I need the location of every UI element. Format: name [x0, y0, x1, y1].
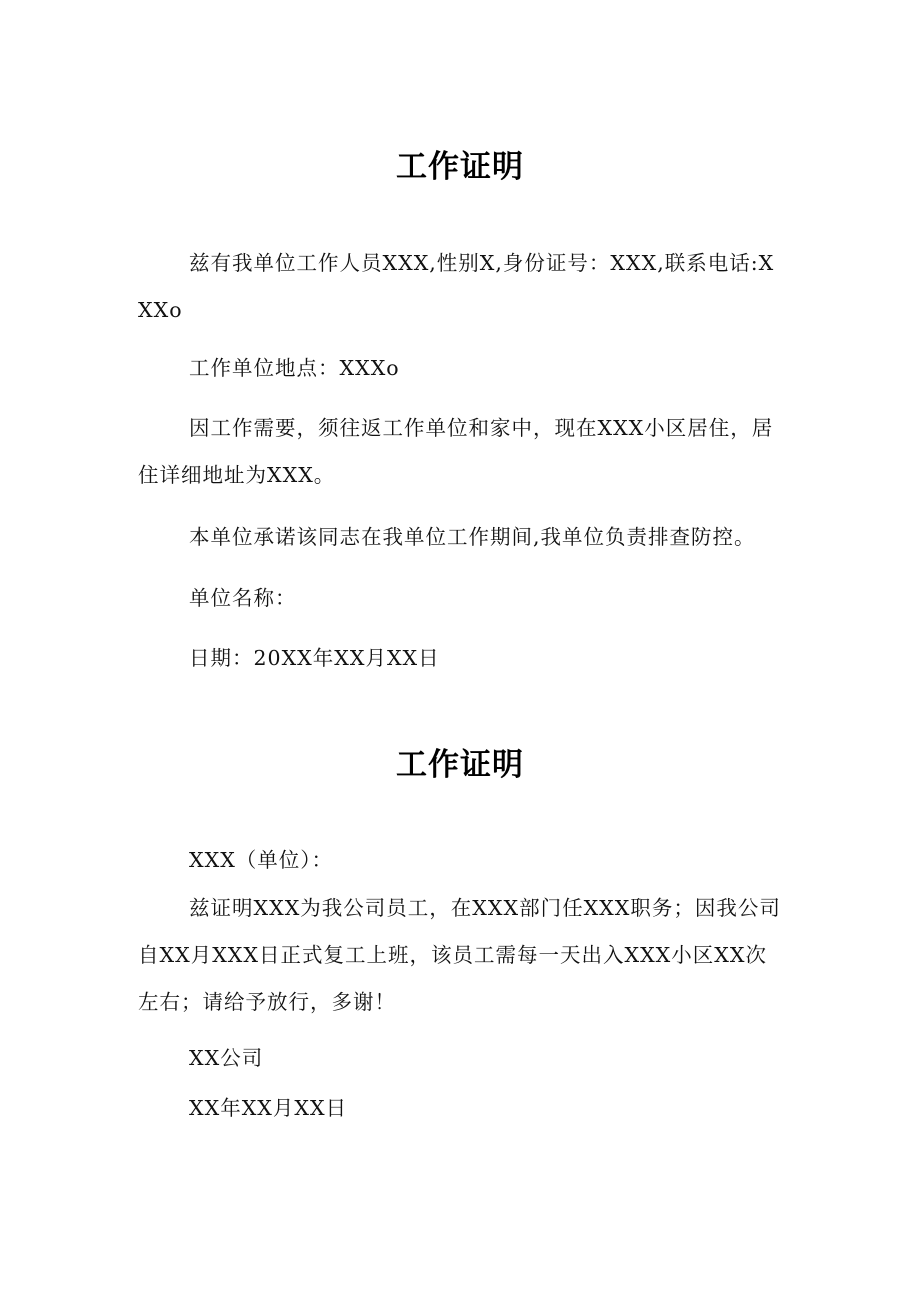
date-line-2: XX年XX月XX日	[189, 1096, 348, 1120]
work-location-paragraph: 工作单位地点：XXXo	[189, 356, 400, 380]
certification-paragraph: 兹证明XXX为我公司员工，在XXX部门任XXX职务；因我公司自XX月XXX日正式复工上班，该员工需每一天出入XXX小区XX次左右；请给予放行，多谢！	[138, 896, 781, 1014]
date-line: 日期：20XX年XX月XX日	[189, 646, 440, 670]
employee-info-paragraph: 兹有我单位工作人员XXX,性别X,身份证号：XXX,联系电话:XXXo	[138, 251, 775, 322]
addressee-line: XXX（单位）：	[189, 848, 334, 872]
page-title: 工作证明	[396, 149, 524, 185]
commitment-paragraph: 本单位承诺该同志在我单位工作期间,我单位负责排查防控。	[189, 525, 756, 549]
residence-paragraph: 因工作需要，须往返工作单位和家中，现在XXX小区居住，居住详细地址为XXX。	[138, 416, 774, 487]
page-title-2: 工作证明	[396, 747, 524, 783]
unit-name-line: 单位名称：	[189, 586, 297, 610]
company-name-line: XX公司	[189, 1046, 264, 1070]
